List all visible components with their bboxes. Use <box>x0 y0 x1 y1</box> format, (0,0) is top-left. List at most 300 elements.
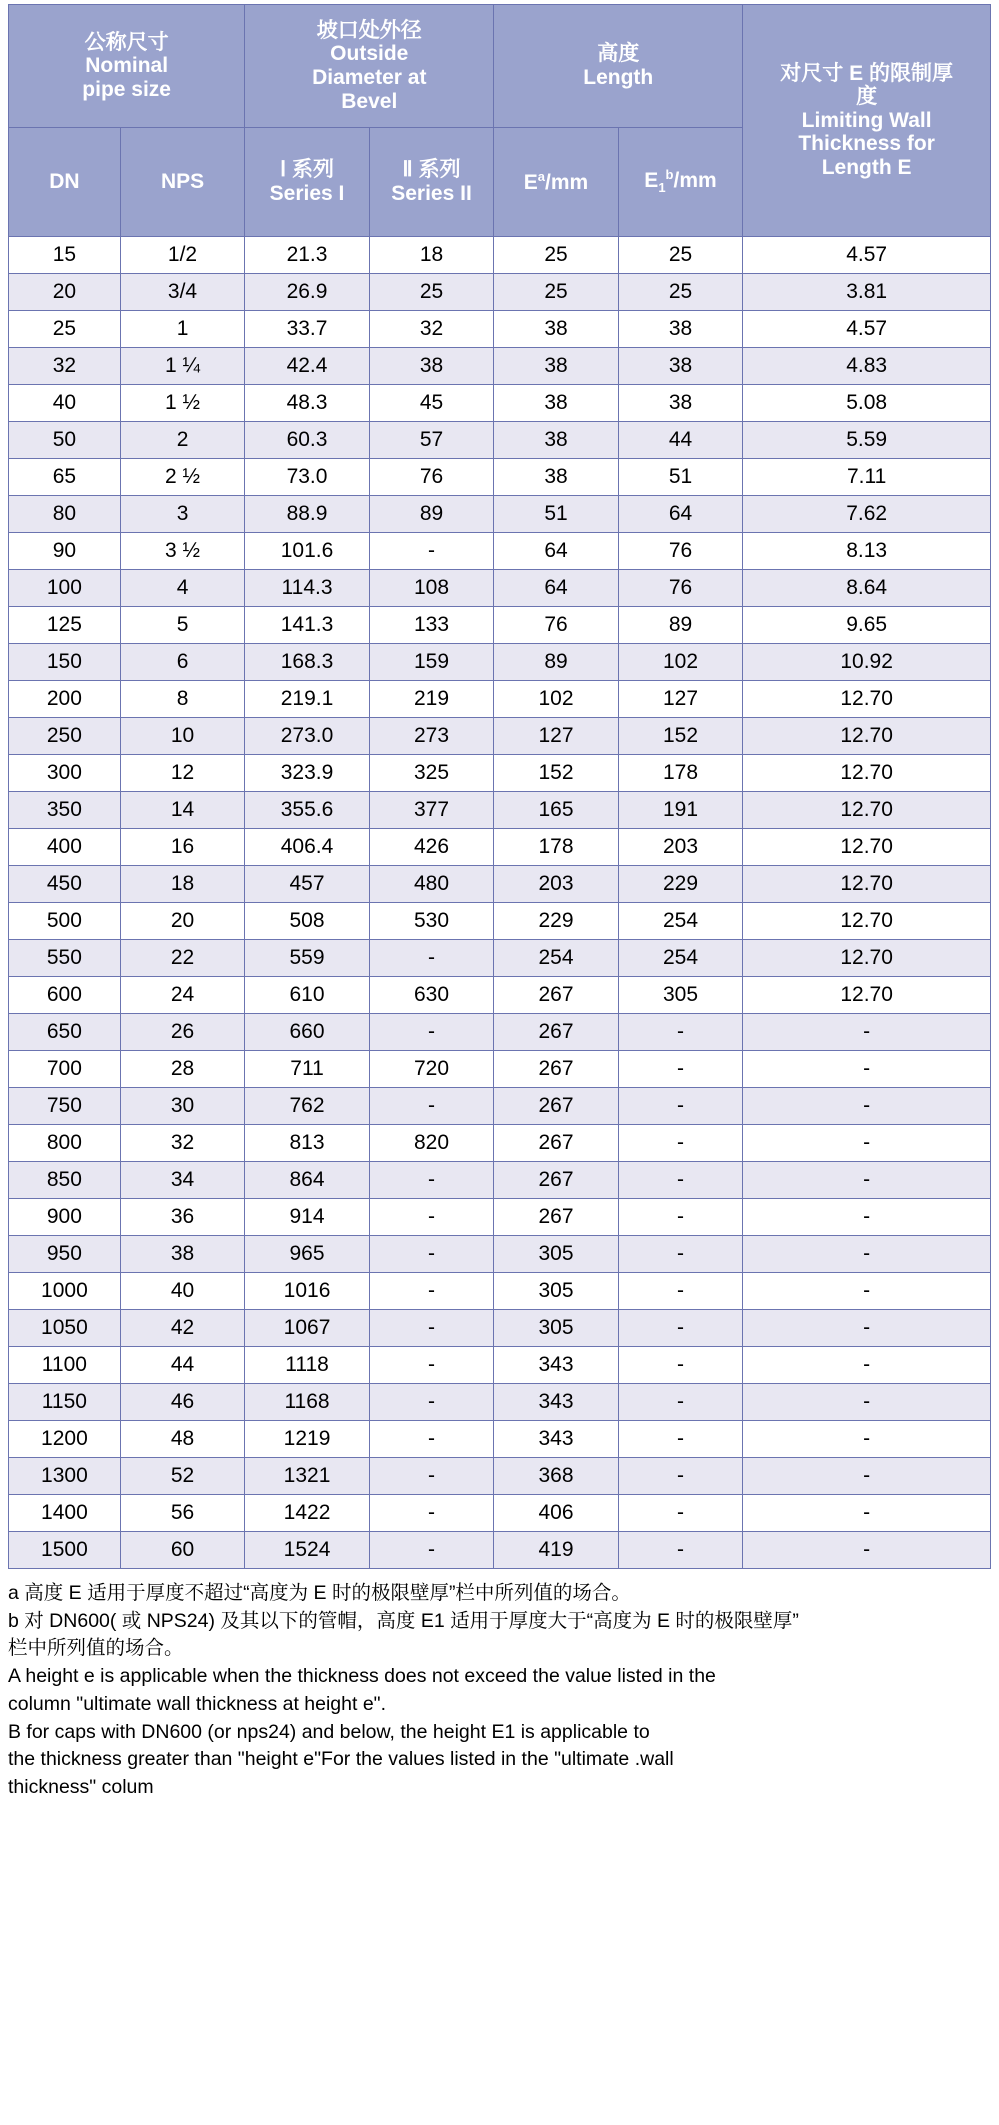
cell-series-1: 1524 <box>245 1532 369 1569</box>
table-row <box>9 1310 991 1347</box>
cell-e1: 89 <box>618 607 743 644</box>
cell-series-2: 377 <box>369 792 494 829</box>
cell-limiting-thickness: 7.62 <box>743 496 991 533</box>
cell-e: 305 <box>494 1236 618 1273</box>
cell-series-1: 1422 <box>245 1495 369 1532</box>
cell-e: 25 <box>494 274 618 311</box>
cell-series-1: 33.7 <box>245 311 369 348</box>
cell-nps: 38 <box>120 1236 245 1273</box>
cell-limiting-thickness: 12.70 <box>743 718 991 755</box>
cell-series-1: 273.0 <box>245 718 369 755</box>
cell-limiting-thickness: - <box>743 1199 991 1236</box>
cell-e: 267 <box>494 1162 618 1199</box>
cell-e1: 38 <box>618 348 743 385</box>
header-od-en-1: Outside <box>330 42 409 66</box>
header-nps: NPS <box>120 128 245 237</box>
cell-series-2: - <box>369 1236 494 1273</box>
cell-e1: - <box>618 1236 743 1273</box>
cell-series-2: - <box>369 1014 494 1051</box>
cell-e: 267 <box>494 1199 618 1236</box>
table-row <box>9 274 991 311</box>
cell-e1: 229 <box>618 866 743 903</box>
cell-e: 305 <box>494 1273 618 1310</box>
cell-e1: - <box>618 1310 743 1347</box>
table-row <box>9 237 991 274</box>
cell-e: 267 <box>494 977 618 1014</box>
cell-limiting-thickness: 12.70 <box>743 940 991 977</box>
cell-e1: 305 <box>618 977 743 1014</box>
header-limiting-wall-thickness <box>743 5 991 237</box>
cell-series-2: 480 <box>369 866 494 903</box>
cell-e1: - <box>618 1162 743 1199</box>
cell-dn: 15 <box>9 237 121 274</box>
cell-series-1: 219.1 <box>245 681 369 718</box>
cell-nps: 32 <box>120 1125 245 1162</box>
cell-dn: 600 <box>9 977 121 1014</box>
cell-e1: 76 <box>618 533 743 570</box>
cell-e1: - <box>618 1384 743 1421</box>
cell-e: 38 <box>494 311 618 348</box>
cell-series-1: 559 <box>245 940 369 977</box>
cell-e: 127 <box>494 718 618 755</box>
cell-series-1: 406.4 <box>245 829 369 866</box>
cell-dn: 850 <box>9 1162 121 1199</box>
note-b-en-line2: the thickness greater than "height e"For the values listed in the "ultimate .wall <box>8 1748 674 1771</box>
cell-e: 178 <box>494 829 618 866</box>
cell-e1: - <box>618 1273 743 1310</box>
cell-series-2: - <box>369 1273 494 1310</box>
table-row <box>9 1051 991 1088</box>
cell-series-2: 426 <box>369 829 494 866</box>
cell-e1: 191 <box>618 792 743 829</box>
header-outside-diameter <box>245 5 494 128</box>
table-row <box>9 1273 991 1310</box>
cell-limiting-thickness: 12.70 <box>743 829 991 866</box>
cell-e: 267 <box>494 1125 618 1162</box>
header-e-label: E <box>523 170 538 194</box>
cell-series-1: 1219 <box>245 1421 369 1458</box>
cell-series-2: 820 <box>369 1125 494 1162</box>
cell-series-1: 813 <box>245 1125 369 1162</box>
cell-series-1: 610 <box>245 977 369 1014</box>
header-od-en-3: Bevel <box>341 89 398 113</box>
header-series1-cn: Ⅰ 系列 <box>280 158 335 182</box>
header-limit-cn-1: 对尺寸 E 的限制厚 <box>780 61 953 85</box>
table-row <box>9 1125 991 1162</box>
cell-nps: 1 ½ <box>120 385 245 422</box>
cell-limiting-thickness: 9.65 <box>743 607 991 644</box>
cell-series-1: 60.3 <box>245 422 369 459</box>
cell-e: 267 <box>494 1051 618 1088</box>
cell-limiting-thickness: - <box>743 1088 991 1125</box>
header-limit-en-3: Length E <box>821 155 912 179</box>
cell-nps: 6 <box>120 644 245 681</box>
cell-series-1: 101.6 <box>245 533 369 570</box>
cell-nps: 26 <box>120 1014 245 1051</box>
cell-nps: 10 <box>120 718 245 755</box>
cell-dn: 150 <box>9 644 121 681</box>
cell-series-1: 762 <box>245 1088 369 1125</box>
cell-dn: 250 <box>9 718 121 755</box>
cell-dn: 700 <box>9 1051 121 1088</box>
header-limit-en-2: Thickness for <box>798 132 935 156</box>
cell-series-2: - <box>369 1310 494 1347</box>
cell-series-2: 18 <box>369 237 494 274</box>
cell-limiting-thickness: 12.70 <box>743 792 991 829</box>
note-b-en-line3: thickness" colum <box>8 1776 154 1799</box>
cell-series-2: - <box>369 1421 494 1458</box>
footnotes <box>8 1581 991 1801</box>
cell-e: 229 <box>494 903 618 940</box>
cell-dn: 900 <box>9 1199 121 1236</box>
cell-e: 38 <box>494 422 618 459</box>
cell-limiting-thickness: 5.59 <box>743 422 991 459</box>
cell-e1: 127 <box>618 681 743 718</box>
cell-dn: 50 <box>9 422 121 459</box>
table-row <box>9 1014 991 1051</box>
cell-series-1: 323.9 <box>245 755 369 792</box>
cell-nps: 3/4 <box>120 274 245 311</box>
cell-nps: 1 <box>120 311 245 348</box>
cell-e1: - <box>618 1014 743 1051</box>
table-row <box>9 681 991 718</box>
cell-limiting-thickness: 4.83 <box>743 348 991 385</box>
cell-limiting-thickness: 5.08 <box>743 385 991 422</box>
cell-e1: - <box>618 1532 743 1569</box>
note-b-cn-line2: 栏中所列值的场合。 <box>8 1637 184 1660</box>
cell-series-2: - <box>369 1088 494 1125</box>
cell-e: 419 <box>494 1532 618 1569</box>
cell-e: 38 <box>494 348 618 385</box>
cell-limiting-thickness: 12.70 <box>743 755 991 792</box>
note-b-en-line1: B for caps with DN600 (or nps24) and below, the height E1 is applicable to <box>8 1720 650 1743</box>
cell-series-1: 21.3 <box>245 237 369 274</box>
table-row <box>9 1384 991 1421</box>
cell-series-2: 38 <box>369 348 494 385</box>
cell-series-1: 1321 <box>245 1458 369 1495</box>
cell-nps: 36 <box>120 1199 245 1236</box>
cell-limiting-thickness: 7.11 <box>743 459 991 496</box>
cell-limiting-thickness: - <box>743 1495 991 1532</box>
cell-limiting-thickness: 12.70 <box>743 977 991 1014</box>
cell-series-1: 168.3 <box>245 644 369 681</box>
cell-nps: 3 ½ <box>120 533 245 570</box>
cell-series-1: 711 <box>245 1051 369 1088</box>
cell-nps: 3 <box>120 496 245 533</box>
cell-e1: 44 <box>618 422 743 459</box>
cell-dn: 80 <box>9 496 121 533</box>
cell-series-1: 42.4 <box>245 348 369 385</box>
cell-dn: 500 <box>9 903 121 940</box>
cell-nps: 52 <box>120 1458 245 1495</box>
header-series-2 <box>369 128 494 237</box>
cell-limiting-thickness: - <box>743 1162 991 1199</box>
cell-nps: 14 <box>120 792 245 829</box>
cell-series-2: - <box>369 1458 494 1495</box>
table-row <box>9 792 991 829</box>
table-row <box>9 903 991 940</box>
cell-e1: - <box>618 1347 743 1384</box>
cell-e1: 178 <box>618 755 743 792</box>
cell-e1: 76 <box>618 570 743 607</box>
table-row <box>9 348 991 385</box>
header-e1-sup: b <box>665 167 674 183</box>
cell-dn: 1400 <box>9 1495 121 1532</box>
cell-limiting-thickness: 8.64 <box>743 570 991 607</box>
note-b-cn-line1: b 对 DN600( 或 NPS24) 及其以下的管帽，高度 E1 适用于厚度大于“高度为 E 时的极限壁厚” <box>8 1609 799 1632</box>
table-row <box>9 496 991 533</box>
cell-e: 89 <box>494 644 618 681</box>
table-row <box>9 1088 991 1125</box>
cell-nps: 34 <box>120 1162 245 1199</box>
cell-e: 165 <box>494 792 618 829</box>
cell-e: 406 <box>494 1495 618 1532</box>
cell-series-1: 73.0 <box>245 459 369 496</box>
cell-e: 254 <box>494 940 618 977</box>
table-row <box>9 1162 991 1199</box>
cell-e: 343 <box>494 1384 618 1421</box>
cell-series-1: 508 <box>245 903 369 940</box>
cell-e: 64 <box>494 533 618 570</box>
cell-e1: 25 <box>618 237 743 274</box>
cell-e1: - <box>618 1125 743 1162</box>
table-row <box>9 718 991 755</box>
table-row <box>9 1458 991 1495</box>
cell-dn: 125 <box>9 607 121 644</box>
cell-e: 38 <box>494 459 618 496</box>
cell-e1: 152 <box>618 718 743 755</box>
table-row <box>9 755 991 792</box>
cell-nps: 56 <box>120 1495 245 1532</box>
table-row <box>9 1347 991 1384</box>
cell-limiting-thickness: 4.57 <box>743 311 991 348</box>
cell-e1: 203 <box>618 829 743 866</box>
cell-series-2: 530 <box>369 903 494 940</box>
cell-e: 267 <box>494 1088 618 1125</box>
cell-e: 343 <box>494 1347 618 1384</box>
cell-series-1: 88.9 <box>245 496 369 533</box>
header-e-unit: /mm <box>545 170 589 194</box>
header-dn: DN <box>9 128 121 237</box>
cell-series-2: - <box>369 1495 494 1532</box>
cell-dn: 550 <box>9 940 121 977</box>
cell-nps: 4 <box>120 570 245 607</box>
cell-nps: 1/2 <box>120 237 245 274</box>
table-body <box>9 237 991 1569</box>
cell-limiting-thickness: - <box>743 1421 991 1458</box>
table-row <box>9 311 991 348</box>
cell-limiting-thickness: 12.70 <box>743 903 991 940</box>
cell-series-2: - <box>369 1347 494 1384</box>
cell-dn: 1100 <box>9 1347 121 1384</box>
cell-dn: 25 <box>9 311 121 348</box>
cell-dn: 20 <box>9 274 121 311</box>
cell-e1: 25 <box>618 274 743 311</box>
cell-series-2: 630 <box>369 977 494 1014</box>
header-e1 <box>618 128 743 237</box>
cell-series-2: 25 <box>369 274 494 311</box>
cell-series-1: 1118 <box>245 1347 369 1384</box>
cell-series-2: - <box>369 1532 494 1569</box>
header-limit-cn-2: 度 <box>856 85 878 109</box>
cell-e1: 64 <box>618 496 743 533</box>
cell-nps: 44 <box>120 1347 245 1384</box>
note-a-cn: a 高度 E 适用于厚度不超过“高度为 E 时的极限壁厚”栏中所列值的场合。 <box>8 1582 631 1604</box>
header-length <box>494 5 743 128</box>
header-series-1 <box>245 128 369 237</box>
cell-e: 267 <box>494 1014 618 1051</box>
cell-dn: 300 <box>9 755 121 792</box>
table-row <box>9 1199 991 1236</box>
cell-series-1: 914 <box>245 1199 369 1236</box>
pipe-cap-dimension-table <box>8 4 991 1569</box>
cell-dn: 200 <box>9 681 121 718</box>
cell-series-2: 108 <box>369 570 494 607</box>
cell-series-2: - <box>369 940 494 977</box>
cell-series-1: 864 <box>245 1162 369 1199</box>
header-series1-en: Series I <box>269 182 345 205</box>
cell-dn: 90 <box>9 533 121 570</box>
note-a-en-line1: A height e is applicable when the thickness does not exceed the value listed in the <box>8 1665 716 1688</box>
cell-nps: 60 <box>120 1532 245 1569</box>
cell-series-1: 114.3 <box>245 570 369 607</box>
cell-e: 38 <box>494 385 618 422</box>
cell-dn: 1200 <box>9 1421 121 1458</box>
cell-dn: 32 <box>9 348 121 385</box>
header-length-en: Length <box>583 66 654 89</box>
cell-limiting-thickness: - <box>743 1051 991 1088</box>
header-e <box>494 128 618 237</box>
cell-e1: 51 <box>618 459 743 496</box>
table-row <box>9 829 991 866</box>
header-e1-unit: /mm <box>673 169 717 193</box>
cell-e: 102 <box>494 681 618 718</box>
note-a-en-line2: column "ultimate wall thickness at height e". <box>8 1692 387 1715</box>
cell-dn: 100 <box>9 570 121 607</box>
cell-series-1: 26.9 <box>245 274 369 311</box>
table-row <box>9 1236 991 1273</box>
header-od-cn: 坡口处外径 <box>316 18 422 42</box>
table-header <box>9 5 991 237</box>
cell-e: 152 <box>494 755 618 792</box>
cell-dn: 400 <box>9 829 121 866</box>
cell-series-2: 325 <box>369 755 494 792</box>
table-row <box>9 977 991 1014</box>
cell-nps: 48 <box>120 1421 245 1458</box>
header-series2-cn: Ⅱ 系列 <box>402 158 461 182</box>
header-nominal-en-2: pipe size <box>82 77 171 101</box>
cell-dn: 450 <box>9 866 121 903</box>
cell-nps: 12 <box>120 755 245 792</box>
cell-series-2: 219 <box>369 681 494 718</box>
cell-nps: 20 <box>120 903 245 940</box>
cell-limiting-thickness: 10.92 <box>743 644 991 681</box>
header-group-row <box>9 5 991 128</box>
cell-series-2: 133 <box>369 607 494 644</box>
header-nominal-pipe-size <box>9 5 245 128</box>
cell-limiting-thickness: 12.70 <box>743 681 991 718</box>
cell-e1: - <box>618 1458 743 1495</box>
cell-dn: 800 <box>9 1125 121 1162</box>
header-series2-en: Series II <box>391 182 472 205</box>
cell-nps: 2 ½ <box>120 459 245 496</box>
cell-e1: 102 <box>618 644 743 681</box>
table-row <box>9 385 991 422</box>
cell-dn: 950 <box>9 1236 121 1273</box>
cell-dn: 1300 <box>9 1458 121 1495</box>
cell-limiting-thickness: - <box>743 1014 991 1051</box>
cell-dn: 1000 <box>9 1273 121 1310</box>
cell-series-1: 457 <box>245 866 369 903</box>
cell-nps: 22 <box>120 940 245 977</box>
cell-e1: 38 <box>618 385 743 422</box>
cell-dn: 1150 <box>9 1384 121 1421</box>
cell-limiting-thickness: - <box>743 1125 991 1162</box>
cell-nps: 42 <box>120 1310 245 1347</box>
cell-e1: - <box>618 1088 743 1125</box>
cell-nps: 46 <box>120 1384 245 1421</box>
cell-series-2: 45 <box>369 385 494 422</box>
cell-e: 51 <box>494 496 618 533</box>
cell-series-1: 1067 <box>245 1310 369 1347</box>
table-row <box>9 1495 991 1532</box>
cell-e: 368 <box>494 1458 618 1495</box>
cell-e: 343 <box>494 1421 618 1458</box>
table-row <box>9 866 991 903</box>
cell-series-1: 1168 <box>245 1384 369 1421</box>
cell-series-1: 355.6 <box>245 792 369 829</box>
cell-limiting-thickness: - <box>743 1458 991 1495</box>
cell-dn: 750 <box>9 1088 121 1125</box>
cell-dn: 40 <box>9 385 121 422</box>
cell-series-2: 57 <box>369 422 494 459</box>
cell-series-1: 1016 <box>245 1273 369 1310</box>
cell-e: 64 <box>494 570 618 607</box>
cell-limiting-thickness: 8.13 <box>743 533 991 570</box>
cell-nps: 16 <box>120 829 245 866</box>
cell-dn: 350 <box>9 792 121 829</box>
table-row <box>9 533 991 570</box>
cell-series-2: - <box>369 1162 494 1199</box>
cell-dn: 650 <box>9 1014 121 1051</box>
cell-series-2: 720 <box>369 1051 494 1088</box>
cell-series-2: 76 <box>369 459 494 496</box>
cell-e: 305 <box>494 1310 618 1347</box>
header-e1-sub: 1 <box>658 180 666 196</box>
cell-nps: 2 <box>120 422 245 459</box>
cell-e: 203 <box>494 866 618 903</box>
cell-limiting-thickness: 3.81 <box>743 274 991 311</box>
cell-nps: 30 <box>120 1088 245 1125</box>
header-nominal-en-1: Nominal <box>85 54 169 78</box>
table-row <box>9 607 991 644</box>
header-e-sup: a <box>537 168 546 184</box>
cell-series-2: - <box>369 1384 494 1421</box>
table-row <box>9 1532 991 1569</box>
header-nominal-cn: 公称尺寸 <box>84 30 169 54</box>
cell-series-1: 141.3 <box>245 607 369 644</box>
cell-limiting-thickness: - <box>743 1347 991 1384</box>
cell-limiting-thickness: - <box>743 1532 991 1569</box>
cell-nps: 1 ¼ <box>120 348 245 385</box>
cell-series-2: 159 <box>369 644 494 681</box>
cell-limiting-thickness: - <box>743 1310 991 1347</box>
cell-series-2: 32 <box>369 311 494 348</box>
cell-series-2: - <box>369 1199 494 1236</box>
cell-series-2: 89 <box>369 496 494 533</box>
cell-nps: 40 <box>120 1273 245 1310</box>
cell-e1: 38 <box>618 311 743 348</box>
